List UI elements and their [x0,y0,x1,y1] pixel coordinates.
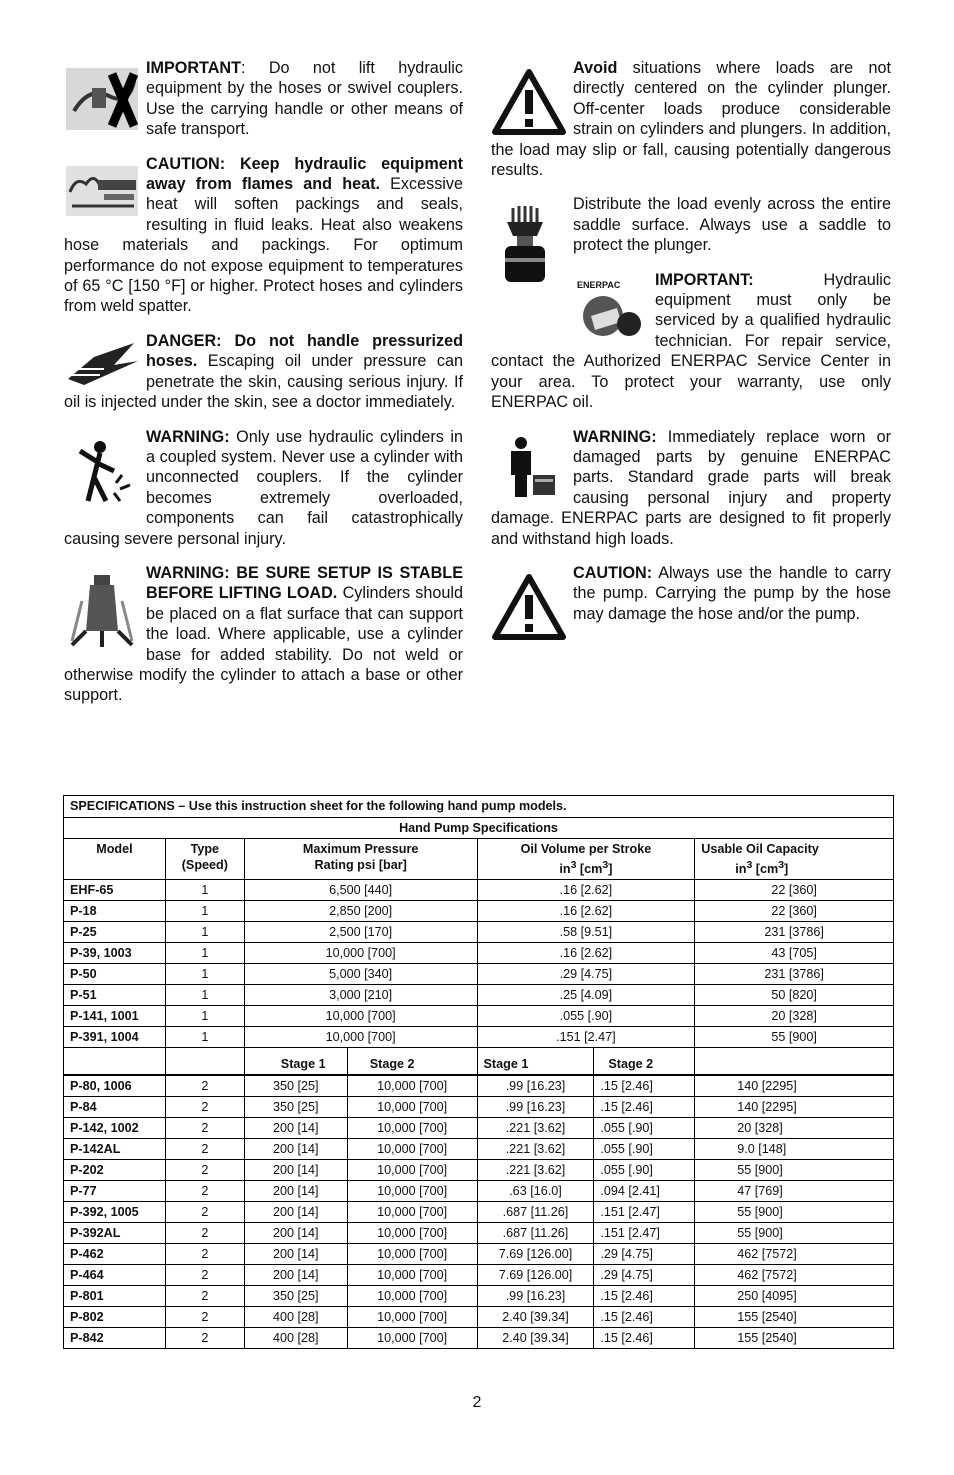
table-title: SPECIFICATIONS – Use this instruction sheet for the following hand pump models. [64,796,894,818]
cell-model: P-802 [64,1307,166,1328]
cell-type: 2 [165,1244,244,1265]
header-type: Type [190,842,220,856]
cell-stage1-volume: .221 [3.62] [477,1160,594,1181]
cell-type: 1 [165,901,244,922]
cell-capacity: 155 [2540] [695,1328,894,1349]
cell-pressure: 10,000 [700] [244,943,477,964]
cell-stage2-volume: .15 [2.46] [594,1097,695,1118]
pressurized-hose-injury-icon [64,339,140,389]
cell-capacity: 50 [820] [695,985,894,1006]
warning-triangle-icon [491,66,567,136]
cell-stage1-volume: 2.40 [39.34] [477,1307,594,1328]
cell-stage2-pressure: 10,000 [700] [347,1118,477,1139]
notice-distribute-load [491,194,891,255]
cell-stage1-volume: 2.40 [39.34] [477,1328,594,1349]
cell-capacity: 9.0 [148] [695,1139,894,1160]
cell-stage2-pressure: 10,000 [700] [347,1265,477,1286]
cell-capacity: 55 [900] [695,1202,894,1223]
cell-volume: .16 [2.62] [477,880,695,901]
notice-coupled-system [64,427,463,549]
notice-pressurized-hoses [64,331,463,413]
cell-model: P-392AL [64,1223,166,1244]
cell-stage2-pressure: 10,000 [700] [347,1244,477,1265]
cell-pressure: 3,000 [210] [244,985,477,1006]
cell-stage1-volume: .221 [3.62] [477,1139,594,1160]
notice-lead: IMPORTANT: [655,270,754,289]
cell-capacity: 55 [900] [695,1027,894,1048]
cell-stage2-volume: .15 [2.46] [594,1075,695,1097]
cell-stage2-volume: .055 [.90] [594,1118,695,1139]
left-column [64,58,463,720]
notice-text: Cylinders should be placed on a flat surface that can support the load. Where applicable, use a cylinder base for added stability. Do not weld or otherwise modify the cylinder to attach a base or other support. [64,584,464,705]
cell-stage2-pressure: 10,000 [700] [347,1307,477,1328]
cell-stage1-pressure: 200 [14] [244,1202,347,1223]
stage2-pressure-label: Stage 2 [347,1048,477,1076]
header-volume-units: $in^3$ $[cm^3]$ [559,859,613,877]
header-capacity-units: $in^3$ $[cm^3]$ [735,859,789,877]
header-model: Model [96,842,133,856]
cell-volume: .151 [2.47] [477,1027,695,1048]
table-row [64,1075,894,1097]
cell-volume: .58 [9.51] [477,922,695,943]
cell-stage1-volume: .99 [16.23] [477,1286,594,1307]
cell-type: 2 [165,1202,244,1223]
cell-stage1-pressure: 200 [14] [244,1265,347,1286]
cell-type: 1 [165,985,244,1006]
specifications-table [63,795,894,1349]
table-row [64,1223,894,1244]
cell-model: P-392, 1005 [64,1202,166,1223]
cell-stage2-volume: .29 [4.75] [594,1265,695,1286]
caution-triangle-icon [491,571,567,641]
cell-model: P-18 [64,901,166,922]
table-row [64,1286,894,1307]
cell-model: P-77 [64,1181,166,1202]
cell-type: 1 [165,922,244,943]
notice-lead: DANGER: Do not handle pressurized hoses. [146,331,463,371]
cell-model: P-842 [64,1328,166,1349]
cell-stage2-pressure: 10,000 [700] [347,1160,477,1181]
notice-text: Only use hydraulic cylinders in a coupled system. Never use a cylinder with unconnected couplers. If the cylinder becomes extremely overloaded, components can fail catastrophically causing severe personal injury. [64,427,463,548]
header-volume: Oil Volume per Stroke [520,842,652,856]
cell-capacity: 155 [2540] [695,1307,894,1328]
explosion-injury-icon [64,435,140,507]
cell-type: 2 [165,1160,244,1181]
cell-stage1-pressure: 350 [25] [244,1075,347,1097]
cell-stage1-volume: .99 [16.23] [477,1075,594,1097]
table-row [64,964,894,985]
cell-stage1-volume: 7.69 [126.00] [477,1265,594,1286]
saddle-plunger-icon [491,202,567,286]
cell-stage1-pressure: 200 [14] [244,1181,347,1202]
notice-qualified-service [491,270,891,413]
notice-text: situations where loads are not directly centered on the cylinder plunger. Off-center loads produce considerable strain on cylinders and plungers. In addition, the load may slip or fall, causing potentially dangerous results. [491,59,891,180]
cell-stage2-volume: .094 [2.41] [594,1181,695,1202]
enerpac-logo-text: ENERPAC [577,279,621,290]
header-capacity: Usable Oil Capacity [701,842,819,856]
cell-stage1-pressure: 200 [14] [244,1223,347,1244]
stage2-volume-label: Stage 2 [594,1048,695,1076]
cell-model: P-25 [64,922,166,943]
cell-model: P-142, 1002 [64,1118,166,1139]
header-type-speed: (Speed) [181,858,228,872]
table-row [64,1244,894,1265]
cell-stage2-volume: .055 [.90] [594,1160,695,1181]
cell-type: 2 [165,1075,244,1097]
cell-capacity: 231 [3786] [695,922,894,943]
cell-type: 2 [165,1307,244,1328]
cell-model: P-51 [64,985,166,1006]
cell-model: P-462 [64,1244,166,1265]
table-row [64,901,894,922]
table-row [64,1265,894,1286]
notice-lead: IMPORTANT [146,59,242,77]
cell-model: P-39, 1003 [64,943,166,964]
cell-volume: .25 [4.09] [477,985,695,1006]
cell-stage2-pressure: 10,000 [700] [347,1328,477,1349]
technician-parts-icon [491,435,567,499]
table-row [64,1097,894,1118]
cell-capacity: 20 [328] [695,1118,894,1139]
table-row [64,1181,894,1202]
cell-stage2-pressure: 10,000 [700] [347,1202,477,1223]
cell-model: P-141, 1001 [64,1006,166,1027]
cell-volume: .16 [2.62] [477,943,695,964]
table-subtitle: Hand Pump Specifications [64,818,894,839]
cell-volume: .29 [4.75] [477,964,695,985]
table-row [64,1160,894,1181]
notice-lead: CAUTION: Keep hydraulic equipment away from flames and heat. [146,154,463,194]
cell-capacity: 462 [7572] [695,1244,894,1265]
cell-model: EHF-65 [64,880,166,901]
cell-capacity: 22 [360] [695,880,894,901]
notice-flames-heat [64,154,463,317]
cell-model: P-50 [64,964,166,985]
notice-lead: Avoid [573,59,618,77]
right-column [491,58,891,643]
cell-type: 1 [165,964,244,985]
cell-stage1-volume: 7.69 [126.00] [477,1244,594,1265]
notice-text: Hydraulic equipment must only be serviced by a qualified hydraulic technician. For repair service, contact the Authorized ENERPAC Service Center in your area. To protect your warranty, use only ENERPAC oil. [491,270,891,412]
cell-stage1-pressure: 200 [14] [244,1244,347,1265]
table-row [64,1202,894,1223]
page-number: 2 [472,1394,482,1411]
cell-stage1-pressure: 200 [14] [244,1160,347,1181]
cell-volume: .055 [.90] [477,1006,695,1027]
cell-stage2-volume: .29 [4.75] [594,1244,695,1265]
cell-type: 2 [165,1265,244,1286]
cell-type: 1 [165,1027,244,1048]
cell-type: 2 [165,1181,244,1202]
cell-capacity: 140 [2295] [695,1075,894,1097]
cell-model: P-202 [64,1160,166,1181]
table-row [64,1307,894,1328]
cell-capacity: 55 [900] [695,1223,894,1244]
cell-stage1-pressure: 200 [14] [244,1118,347,1139]
notice-lead: CAUTION: [573,563,653,582]
cell-type: 1 [165,880,244,901]
table-row [64,1027,894,1048]
notice-carry-handle [491,563,891,624]
cell-stage1-pressure: 400 [28] [244,1307,347,1328]
cell-capacity: 47 [769] [695,1181,894,1202]
stage1-pressure-label: Stage 1 [244,1048,347,1076]
cell-capacity: 231 [3786] [695,964,894,985]
cell-type: 2 [165,1118,244,1139]
cell-capacity: 140 [2295] [695,1097,894,1118]
notice-stable-setup [64,563,463,706]
cell-stage2-volume: .151 [2.47] [594,1223,695,1244]
cell-pressure: 2,850 [200] [244,901,477,922]
no-lift-by-hose-icon [64,66,140,132]
cell-stage2-pressure: 10,000 [700] [347,1097,477,1118]
cell-pressure: 2,500 [170] [244,922,477,943]
notice-genuine-parts [491,427,891,549]
table-header-row [64,839,894,880]
table-row [64,1118,894,1139]
cell-model: P-801 [64,1286,166,1307]
notice-no-lift-by-hose [64,58,463,140]
cell-model: P-80, 1006 [64,1075,166,1097]
cell-capacity: 43 [705] [695,943,894,964]
cell-pressure: 5,000 [340] [244,964,477,985]
cell-type: 1 [165,1006,244,1027]
cell-stage2-volume: .055 [.90] [594,1139,695,1160]
cell-stage1-pressure: 350 [25] [244,1097,347,1118]
stage-header [64,1048,894,1076]
cell-stage1-pressure: 400 [28] [244,1328,347,1349]
cell-model: P-464 [64,1265,166,1286]
table-row [64,922,894,943]
cell-model: P-391, 1004 [64,1027,166,1048]
cell-stage2-pressure: 10,000 [700] [347,1139,477,1160]
cell-stage2-volume: .151 [2.47] [594,1202,695,1223]
notice-text: Escaping oil under pressure can penetrate the skin, causing serious injury. If oil is injected under the skin, see a doctor immediately. [64,352,463,412]
notice-text: Always use the handle to carry the pump. Carrying the pump by the hose may damage the hose and/or the pump. [573,563,891,623]
cell-stage1-volume: .687 [11.26] [477,1202,594,1223]
table-row [64,1006,894,1027]
notice-lead: WARNING: [573,427,657,446]
cell-stage2-pressure: 10,000 [700] [347,1075,477,1097]
notice-off-center-loads [491,58,891,180]
cell-stage2-volume: .15 [2.46] [594,1307,695,1328]
cell-type: 2 [165,1286,244,1307]
header-pressure-units: Rating psi [bar] [314,858,407,872]
cell-stage2-pressure: 10,000 [700] [347,1286,477,1307]
cell-stage1-volume: .63 [16.0] [477,1181,594,1202]
cell-stage1-pressure: 350 [25] [244,1286,347,1307]
single-stage-rows [64,880,894,1048]
notice-lead: WARNING: [146,427,230,446]
stage1-volume-label: Stage 1 [477,1048,594,1076]
cell-capacity: 20 [328] [695,1006,894,1027]
cell-volume: .16 [2.62] [477,901,695,922]
flame-heat-icon [64,162,140,218]
stable-cylinder-base-icon [64,571,140,651]
cell-stage1-volume: .687 [11.26] [477,1223,594,1244]
cell-pressure: 10,000 [700] [244,1027,477,1048]
stage-header-row [64,1048,894,1076]
cell-model: P-142AL [64,1139,166,1160]
two-stage-rows [64,1075,894,1349]
notice-text: Immediately replace worn or damaged parts by genuine ENERPAC parts. Standard grade parts will break causing personal injury and property damage. ENERPAC parts are designed to fit properly and withstand high loads. [491,427,891,548]
header-pressure: Maximum Pressure [302,842,419,856]
cell-stage2-pressure: 10,000 [700] [347,1181,477,1202]
cell-type: 2 [165,1139,244,1160]
cell-pressure: 10,000 [700] [244,1006,477,1027]
cell-stage1-pressure: 200 [14] [244,1139,347,1160]
cell-type: 2 [165,1223,244,1244]
table-row [64,1328,894,1349]
cell-type: 1 [165,943,244,964]
table-row [64,1139,894,1160]
cell-stage1-volume: .99 [16.23] [477,1097,594,1118]
notice-text: : Do not lift hydraulic equipment by the hoses or swivel couplers. Use the carrying handle or other means of safe transport. [146,59,463,139]
cell-model: P-84 [64,1097,166,1118]
cell-capacity: 55 [900] [695,1160,894,1181]
table-row [64,943,894,964]
cell-stage1-volume: .221 [3.62] [477,1118,594,1139]
cell-pressure: 6,500 [440] [244,880,477,901]
table-row [64,985,894,1006]
cell-capacity: 22 [360] [695,901,894,922]
notice-lead: WARNING: BE SURE SETUP IS STABLE BEFORE LIFTING LOAD. [146,563,463,603]
cell-capacity: 250 [4095] [695,1286,894,1307]
cell-type: 2 [165,1328,244,1349]
cell-stage2-volume: .15 [2.46] [594,1328,695,1349]
notice-text: Distribute the load evenly across the entire saddle surface. Always use a saddle to protect the plunger. [573,195,891,255]
cell-stage2-pressure: 10,000 [700] [347,1223,477,1244]
enerpac-service-icon [573,278,649,344]
cell-capacity: 462 [7572] [695,1265,894,1286]
table-row [64,880,894,901]
cell-stage2-volume: .15 [2.46] [594,1286,695,1307]
notice-text: Excessive heat will soften packings and seals, resulting in fluid leaks. Heat also weakens hose materials and packings. For optimum performance do not expose equipment to temperatures of 65 °C [150 °F] or higher. Protect hoses and cylinders from weld spatter. [64,175,463,316]
cell-type: 2 [165,1097,244,1118]
